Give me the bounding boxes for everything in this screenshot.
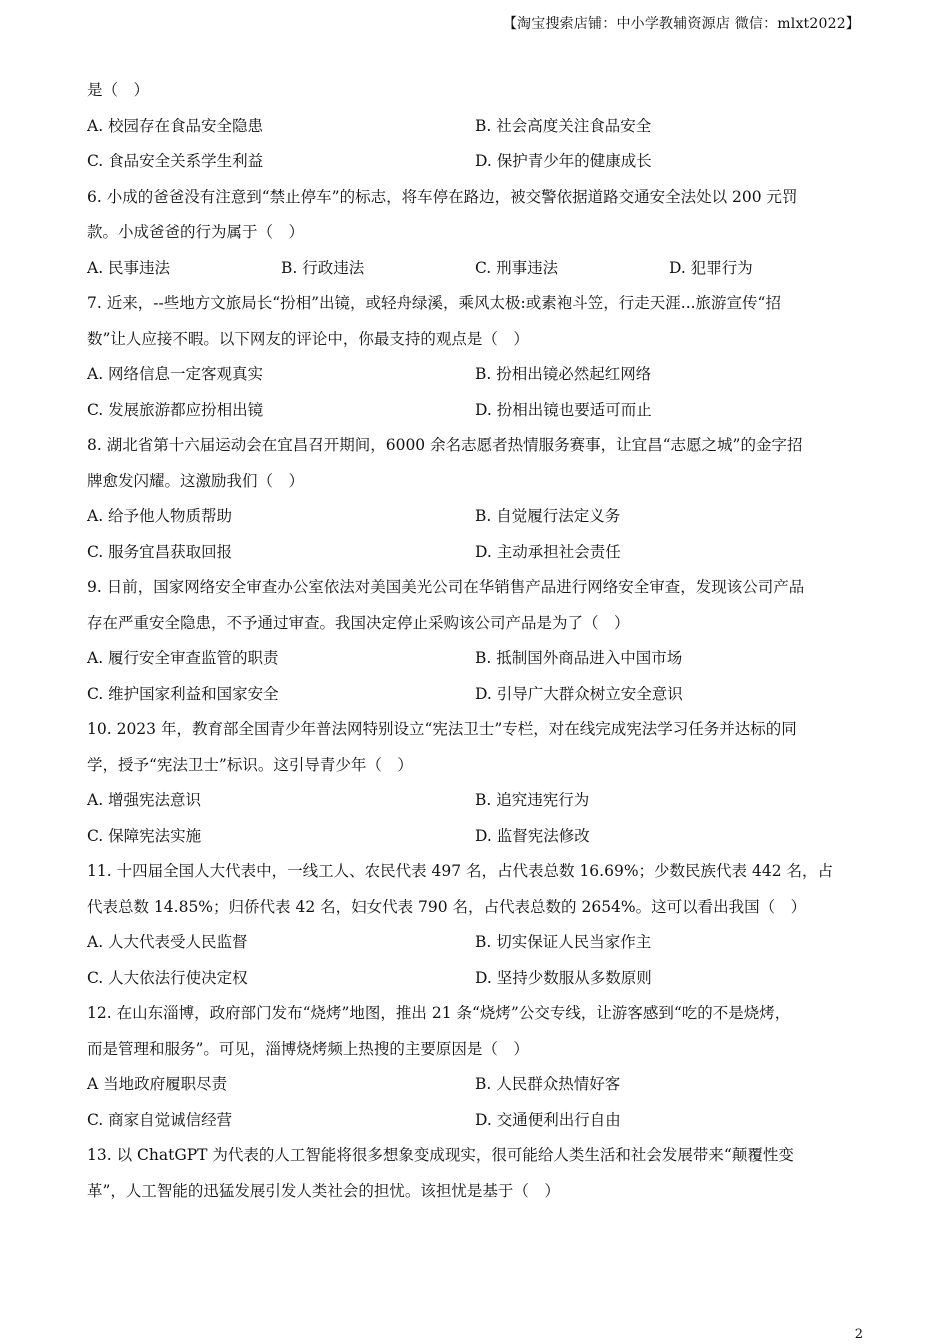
q9-option-d: D. 引导广大群众树立安全意识 <box>475 684 683 703</box>
q11-options-row-2 <box>87 961 867 997</box>
q6-stem-line-1: 6. 小成的爸爸没有注意到“禁止停车”的标志，将车停在路边，被交警依据道路交通安全法处以 200 元罚 <box>87 187 798 206</box>
q12-option-b: B. 人民群众热情好客 <box>475 1075 621 1093</box>
q6-option-b: B. 行政违法 <box>281 258 365 277</box>
q11-option-a: A. 人大代表受人民监督 <box>87 933 248 951</box>
q7-option-c: C. 发展旅游都应扮相出镜 <box>87 400 264 419</box>
q10-option-d: D. 监督宪法修改 <box>475 826 590 845</box>
q8-stem-line-1: 8. 湖北省第十六届运动会在宜昌召开期间，6000 余名志愿者热情服务赛事，让宜昌“志愿之城”的金字招 <box>87 436 803 454</box>
q12-stem-line-2: 而是管理和服务”。可见，淄博烧烤频上热搜的主要原因是（ ） <box>87 1039 529 1058</box>
q13-stem-line-2: 革”，人工智能的迅猛发展引发人类社会的担忧。该担忧是基于（ ） <box>87 1181 560 1200</box>
q8-options-row-2 <box>87 535 867 571</box>
q12-stem-line-1: 12. 在山东淄博，政府部门发布“烧烤”地图，推出 21 条“烧烤”公交专线，让游客感到“吃的不是烧烤， <box>87 1004 791 1022</box>
q10-option-b: B. 追究违宪行为 <box>475 791 590 809</box>
q6-option-d: D. 犯罪行为 <box>669 258 753 277</box>
q5-option-a: A. 校园存在食品安全隐患 <box>87 116 264 135</box>
q12-options-row-1 <box>87 1067 867 1103</box>
q11-options-row-1 <box>87 925 867 961</box>
q11-stem-line-2: 代表总数 14.85%；归侨代表 42 名，妇女代表 790 名，占代表总数的 2654%。这可以看出我国（ ） <box>87 897 807 916</box>
question-content <box>87 73 867 1209</box>
q8-stem-line-2: 牌愈发闪耀。这激励我们（ ） <box>87 471 305 490</box>
q5-option-d: D. 保护青少年的健康成长 <box>475 152 652 170</box>
q6-stem-line-2: 款。小成爸爸的行为属于（ ） <box>87 223 305 241</box>
q12-option-c: C. 商家自觉诚信经营 <box>87 1110 233 1129</box>
q10-options-row-1 <box>87 783 867 819</box>
q8-options-row-1 <box>87 499 867 535</box>
q10-stem-line-2: 学，授予“宪法卫士”标识。这引导青少年（ ） <box>87 755 413 774</box>
q12-options-row-2 <box>87 1103 867 1139</box>
q6-option-c: C. 刑事违法 <box>475 258 559 277</box>
q9-options-row-2 <box>87 677 867 713</box>
page-number: 2 <box>854 1327 863 1342</box>
q9-option-b: B. 抵制国外商品进入中国市场 <box>475 649 683 667</box>
q13-stem-line-1: 13. 以 ChatGPT 为代表的人工智能将很多想象变成现实，很可能给人类生活和社会发展带来“颠覆性变 <box>87 1146 794 1164</box>
q8-option-b: B. 自觉履行法定义务 <box>475 507 621 525</box>
q6-options-row <box>87 251 867 287</box>
q11-option-d: D. 坚持少数服从多数原则 <box>475 968 652 987</box>
q7-option-d: D. 扮相出镜也要适可而止 <box>475 400 652 419</box>
q10-stem-line-1: 10. 2023 年，教育部全国青少年普法网特别设立“宪法卫士”专栏，对在线完成宪法学习任务并达标的同 <box>87 720 797 738</box>
q10-options-row-2 <box>87 819 867 855</box>
q9-option-c: C. 维护国家利益和国家安全 <box>87 684 279 703</box>
q5-options-row-2 <box>87 144 867 180</box>
q10-option-a: A. 增强宪法意识 <box>87 791 202 809</box>
q10-option-c: C. 保障宪法实施 <box>87 826 202 845</box>
q8-option-d: D. 主动承担社会责任 <box>475 542 621 561</box>
q8-option-a: A. 给予他人物质帮助 <box>87 507 233 525</box>
q7-stem-line-2: 数”让人应接不暇。以下网友的评论中，你最支持的观点是（ ） <box>87 329 529 348</box>
q12-option-a: A 当地政府履职尽责 <box>87 1075 228 1093</box>
q12-option-d: D. 交通便利出行自由 <box>475 1110 621 1129</box>
q7-options-row-1 <box>87 357 867 393</box>
q7-stem-line-1: 7. 近来，--些地方文旅局长“扮相”出镜，或轻舟绿溪，乘风太极:或素袍斗笠，行走天涯...旅游宣传“招 <box>87 294 781 312</box>
q9-options-row-1 <box>87 641 867 677</box>
q5-options-row-1 <box>87 109 867 145</box>
q8-option-c: C. 服务宜昌获取回报 <box>87 542 233 561</box>
q9-stem-line-2: 存在严重安全隐患，不予通过审查。我国决定停止采购该公司产品是为了（ ） <box>87 613 630 632</box>
q11-stem-line-1: 11. 十四届全国人大代表中，一线工人、农民代表 497 名，占代表总数 16.69%；少数民族代表 442 名，占 <box>87 862 833 880</box>
q5-option-b: B. 社会高度关注食品安全 <box>475 116 652 135</box>
continuation-stem: 是（ ） <box>87 81 150 99</box>
q6-option-a: A. 民事违法 <box>87 258 171 277</box>
q7-option-a: A. 网络信息一定客观真实 <box>87 365 264 383</box>
q9-option-a: A. 履行安全审查监管的职责 <box>87 649 279 667</box>
page-header: 【淘宝搜索店铺：中小学教辅资源店 微信：mlxt2022】 <box>502 16 860 32</box>
q7-options-row-2 <box>87 393 867 429</box>
q9-stem-line-1: 9. 日前，国家网络安全审查办公室依法对美国美光公司在华销售产品进行网络安全审查，发现该公司产品 <box>87 578 805 596</box>
q11-option-b: B. 切实保证人民当家作主 <box>475 933 652 951</box>
q11-option-c: C. 人大依法行使决定权 <box>87 968 248 987</box>
q7-option-b: B. 扮相出镜必然起红网络 <box>475 365 652 383</box>
q5-option-c: C. 食品安全关系学生利益 <box>87 152 264 170</box>
